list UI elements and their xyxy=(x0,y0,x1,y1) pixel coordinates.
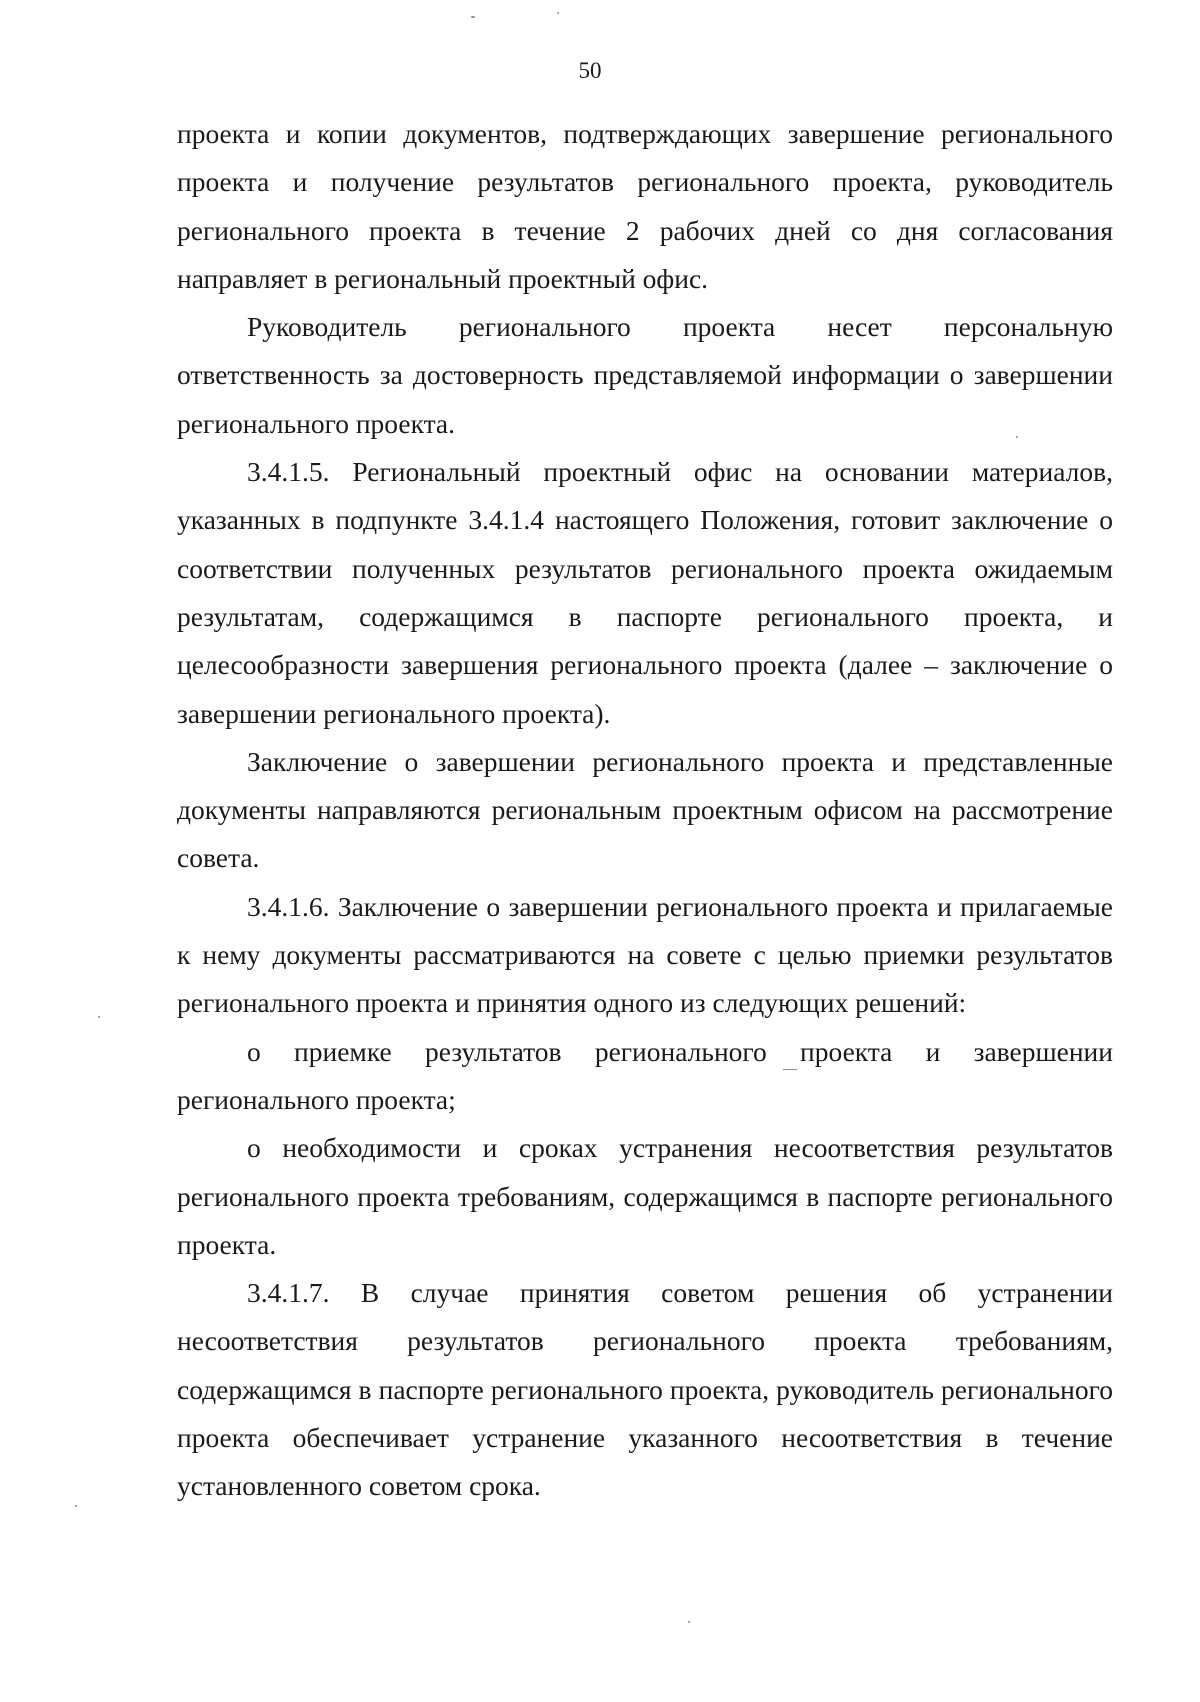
paragraph: 3.4.1.5. Региональный проектный офис на основании материалов, указанных в подпункте 3.4.1.4 настоящего Положения, готовит заключение о соответствии полученных результатов регионального проекта ожидаемым результатам, содержащимся в паспорте регионального проекта, и целесообразности завершения регионального проекта (далее – заключение о завершении регионального проекта). xyxy=(177,456,1113,729)
scan-speck xyxy=(98,1016,100,1018)
scan-speck xyxy=(1016,436,1018,438)
scan-speck xyxy=(471,16,475,18)
document-body xyxy=(177,110,1113,1511)
paragraph: о необходимости и сроках устранения несоответствия результатов регионального проекта требованиям, содержащимся в паспорте регионального проекта. xyxy=(177,1132,1113,1260)
paragraph: 3.4.1.6. Заключение о завершении регионального проекта и прилагаемые к нему документы рассматриваются на совете с целью приемки результатов регионального проекта и принятия одного из следующих решений: xyxy=(177,890,1113,1019)
paragraph: Заключение о завершении регионального проекта и представленные документы направляются региональным проектным офисом на рассмотрение совета. xyxy=(177,745,1113,874)
paragraph: проекта и копии документов, подтверждающих завершение регионального проекта и получение результатов регионального проекта, руководитель регионального проекта в течение 2 рабочих дней со дня согласования направляет в региональный проектный офис. xyxy=(177,118,1113,294)
scan-speck xyxy=(783,1069,797,1070)
paragraph: о приемке результатов регионального проекта и завершении регионального проекта; xyxy=(177,1035,1113,1115)
scan-speck xyxy=(688,1621,690,1623)
scan-speck xyxy=(75,1505,77,1507)
paragraph: Руководитель регионального проекта несет персональную ответственность за достоверность представляемой информации о завершении регионального проекта. xyxy=(177,311,1113,439)
paragraph: 3.4.1.7. В случае принятия советом решения об устранении несоответствия результатов регионального проекта требованиям, содержащимся в паспорте регионального проекта, руководитель регионального проекта обеспечивает устранение указанного несоответствия в течение установленного советом срока. xyxy=(177,1277,1113,1502)
page-number: 50 xyxy=(578,58,602,83)
scan-speck xyxy=(557,12,559,14)
